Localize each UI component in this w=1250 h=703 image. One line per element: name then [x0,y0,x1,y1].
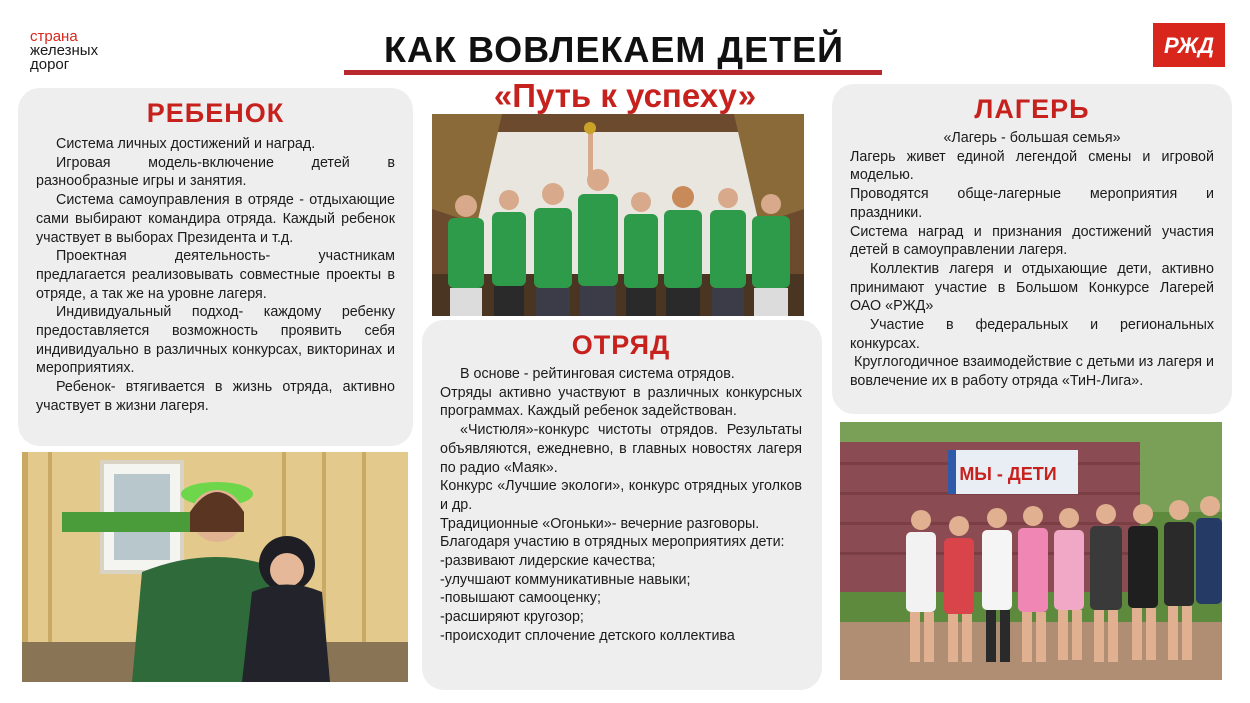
squad-paragraph: Благодаря участию в отрядных мероприятиях дети: [440,534,785,551]
kids-photo-left [22,452,408,682]
squad-bullet: -расширяют кругозор; [440,609,584,626]
child-paragraph: Индивидуальный подход- каждому ребенку предоставляется возможность проявить себя индивидуально в различных конкурсах, викторинах и мероприятиях. [36,304,395,377]
camp-paragraph: Участие в федеральных и региональных конкурсах. [850,317,1214,352]
rzd-logo [1153,23,1225,67]
camp-panel-title: ЛАГЕРЬ [974,94,1090,124]
title-underline [344,70,882,75]
child-panel-text [36,135,395,416]
camp-paragraph: Система наград и признания достижений участия детей в самоуправлении лагеря. [850,223,1214,259]
child-paragraph: Ребенок- втягивается в жизнь отряда, активно участвует в жизни лагеря. [36,379,395,414]
camp-motto: «Лагерь - большая семья» [943,130,1121,146]
brand-logo-text [30,30,98,72]
squad-bullet: -происходит сплочение детского коллектива [440,627,735,644]
camp-paragraph: Проводятся обще-лагерные мероприятия и праздники. [850,186,1214,221]
svg-text:РЖД: РЖД [1163,33,1215,58]
child-panel [18,88,413,446]
squad-paragraph: В основе - рейтинговая система отрядов. [460,366,735,382]
child-paragraph: Система личных достижений и наград. [56,136,316,152]
camp-paragraph: Лагерь живет единой легендой смены и игровой моделью. [850,148,1214,184]
page-subtitle: «Путь к успеху» [493,77,757,114]
camp-panel [832,84,1232,414]
banner-text: МЫ - ДЕТИ [959,464,1057,484]
stage-photo [432,114,804,316]
child-paragraph: Система самоуправления в отряде - отдыхающие сами выбирают командира отряда. Каждый ребенок участвует в выборах Президента и т.д. [36,192,395,246]
squad-paragraph: Конкурс «Лучшие экологи», конкурс отрядных уголков и др. [440,478,802,513]
squad-bullet: -развивают лидерские качества; [440,553,656,570]
squad-bullet: -повышают самооценку; [440,590,601,607]
squad-panel-title: ОТРЯД [571,330,671,360]
camp-paragraph: Круглогодичное взаимодействие с детьми из лагеря и вовлечение их в работу отряда «ТиН-Лига». [850,354,1214,390]
rzd-logo-icon [1159,30,1219,60]
brand-line-3: дорог [30,56,70,73]
squad-paragraph: Отряды активно участвуют в различных конкурсных программах. Каждый ребенок задействован. [440,384,802,420]
squad-panel [422,320,822,690]
squad-panel-text [440,365,802,646]
page-title: КАК ВОВЛЕКАЕМ ДЕТЕЙ [384,29,844,70]
squad-paragraph: Традиционные «Огоньки»- вечерние разговоры. [440,515,760,532]
brand-line-2: железных [30,42,99,59]
squad-paragraph: «Чистюля»-конкурс чистоты отрядов. Результаты объявляются, ежедневно, в главных новостях лагеря по радио «Маяк». [440,422,802,476]
child-paragraph: Проектная деятельность- участникам предлагается реализовывать совместные проекты в отряде, а так же на уровне лагеря. [36,248,395,302]
child-paragraph: Игровая модель-включение детей в разнообразные игры и занятия. [36,154,395,190]
child-panel-title: РЕБЕНОК [146,98,285,128]
kids-photo-right [840,422,1222,680]
squad-bullet: -улучшают коммуникативные навыки; [440,571,691,588]
camp-panel-text [850,129,1214,391]
camp-paragraph: Коллектив лагеря и отдыхающие дети, активно принимают участие в Большом Конкурсе Лагерей ОАО «РЖД» [850,260,1214,315]
brand-line-1: страна [30,28,78,45]
